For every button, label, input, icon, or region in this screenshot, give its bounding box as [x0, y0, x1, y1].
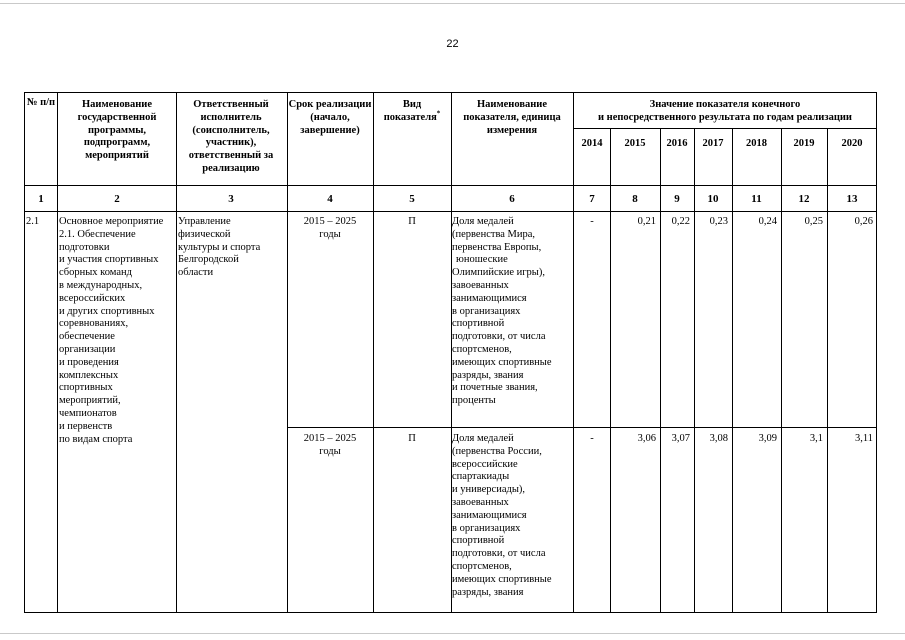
executor-name — [178, 216, 286, 280]
executor-line: культуры и спорта — [178, 241, 261, 253]
page-number: 22 — [446, 38, 459, 50]
indicator-2-value-2017: 3,08 — [709, 433, 728, 444]
executor-line: физической — [178, 228, 231, 240]
table-rule-col-3 — [287, 92, 288, 613]
column-number-9: 9 — [674, 193, 680, 205]
indicator-line: юношеские — [456, 254, 508, 266]
header-values-title-2: и непосредственного результата по годам реализации — [598, 112, 852, 123]
indicator-line: и универсиады), — [452, 484, 525, 496]
column-number-3: 3 — [228, 193, 234, 205]
executor-line: Белгородской — [178, 254, 239, 266]
event-line: соревнованиях, — [59, 318, 129, 330]
event-line: и первенств — [59, 420, 113, 432]
indicator-2-value-2019: 3,1 — [809, 433, 823, 444]
table-rule-col-8 — [660, 128, 661, 613]
header-year-2015: 2015 — [624, 138, 646, 149]
indicator-line: имеющих спортивные — [452, 356, 552, 368]
indicator-line: Доля медалей — [452, 216, 514, 227]
header-indicator-type — [374, 99, 450, 125]
header-year-2020: 2020 — [841, 138, 863, 149]
indicator-line: в организациях — [452, 522, 521, 534]
indicator-line: подготовки, от числа — [452, 331, 546, 343]
indicator-line: Олимпийские игры), — [452, 267, 545, 279]
table-rule-right — [876, 92, 877, 613]
column-number-6: 6 — [509, 193, 515, 205]
indicator-line: и почетные звания, — [452, 382, 538, 394]
event-line: Основное мероприятие — [59, 216, 164, 227]
term-line: годы — [319, 445, 341, 457]
event-line: чемпионатов — [59, 407, 117, 419]
table-rule-col-5 — [451, 92, 452, 613]
indicator-1-value-2016: 0,22 — [671, 216, 690, 227]
header-executor: Ответственный исполнитель (соисполнитель, участник), ответственный за реализацию — [188, 99, 274, 174]
indicator-line: в организациях — [452, 305, 521, 317]
column-number-7: 7 — [589, 193, 595, 205]
event-name — [59, 216, 177, 446]
indicator-1-term — [288, 216, 372, 242]
event-line: спортивных — [59, 382, 113, 394]
term-line: годы — [319, 228, 341, 240]
header-year-2014: 2014 — [581, 138, 603, 149]
column-number-8: 8 — [632, 193, 638, 205]
event-line: комплексных — [59, 369, 119, 381]
indicator-2-value-2020: 3,11 — [855, 433, 873, 444]
event-line: в международных, — [59, 279, 143, 291]
event-line: всероссийских — [59, 292, 126, 304]
indicator-1-value-2014: - — [590, 216, 594, 227]
event-line: обеспечение — [59, 331, 115, 343]
header-values-title-1: Значение показателя конечного — [649, 99, 801, 110]
indicator-line: завоеванных — [452, 279, 509, 291]
indicator-line: (первенства Мира, — [452, 228, 536, 240]
indicator-1-value-2015: 0,21 — [637, 216, 656, 227]
table-rule-indicator-split — [287, 427, 877, 428]
column-number-11: 11 — [751, 193, 762, 205]
indicator-1-type: П — [408, 216, 416, 227]
indicator-1-value-2018: 0,24 — [758, 216, 777, 227]
table-rule-col-9 — [694, 128, 695, 613]
event-line: и участия спортивных — [59, 254, 159, 266]
indicator-line: спортивной — [452, 535, 505, 547]
indicator-2-value-2016: 3,07 — [671, 433, 690, 444]
header-year-2018: 2018 — [746, 138, 767, 149]
indicator-line: спортсменов, — [452, 343, 512, 355]
indicator-1-name — [452, 216, 574, 408]
executor-line: Управление — [178, 216, 231, 227]
column-number-13: 13 — [846, 193, 858, 205]
indicator-line: проценты — [452, 395, 496, 407]
indicator-line: завоеванных — [452, 496, 509, 508]
event-line: организации — [59, 343, 116, 355]
event-line: сборных команд — [59, 267, 132, 279]
indicator-2-value-2015: 3,06 — [637, 433, 656, 444]
indicator-1-value-2019: 0,25 — [804, 216, 823, 227]
column-number-10: 10 — [707, 193, 719, 205]
table-rule-col-1 — [57, 92, 58, 613]
indicator-line: первенства Европы, — [452, 241, 542, 253]
indicator-line: спартакиады — [452, 471, 510, 483]
table-rule-col-12 — [827, 128, 828, 613]
indicator-line: спортивной — [452, 318, 505, 330]
header-indicator-name: Наименование показателя, единица измерения — [463, 99, 561, 136]
table-rule-col-11 — [781, 128, 782, 613]
table-rule-col-2 — [176, 92, 177, 613]
event-line: по видам спорта — [59, 433, 133, 445]
indicator-1-value-2020: 0,26 — [854, 216, 873, 227]
indicator-line: подготовки, от числа — [452, 548, 546, 560]
indicator-1-value-2017: 0,23 — [709, 216, 728, 227]
column-number-1: 1 — [38, 193, 44, 205]
table-rule-col-4 — [373, 92, 374, 613]
indicator-2-type: П — [408, 433, 416, 444]
column-number-4: 4 — [327, 193, 333, 205]
table-rule-left — [24, 92, 25, 613]
header-year-2016: 2016 — [666, 138, 688, 149]
indicator-line: разряды, звания — [452, 586, 524, 598]
indicator-line: имеющих спортивные — [452, 573, 552, 585]
event-line: и проведения — [59, 356, 119, 368]
event-line: и других спортивных — [59, 305, 155, 317]
indicator-2-name — [452, 433, 574, 599]
indicator-line: спортсменов, — [452, 560, 512, 572]
header-year-2019: 2019 — [793, 138, 815, 149]
scan-edge-bottom — [0, 633, 905, 634]
table-rule-col-6 — [573, 92, 574, 613]
event-line: мероприятий, — [59, 395, 121, 407]
event-line: подготовки — [59, 241, 110, 253]
indicator-line: разряды, звания — [452, 369, 524, 381]
footnote-mark: * — [436, 109, 441, 118]
header-indicator-type-label: Вид показателя — [383, 99, 437, 123]
column-number-5: 5 — [409, 193, 415, 205]
indicator-line: (первенства России, — [452, 445, 542, 457]
indicator-2-value-2018: 3,09 — [758, 433, 777, 444]
header-term: Срок реализации (начало, завершение) — [288, 99, 372, 136]
indicator-line: занимающимися — [452, 509, 527, 521]
table-rule-values-title — [574, 128, 877, 129]
header-number: № п/п — [26, 97, 56, 108]
table-rule-col-7 — [610, 128, 611, 613]
event-line: 2.1. Обеспечение — [59, 228, 136, 240]
header-program-name: Наименование государственной программы, подпрограмм, мероприятий — [77, 99, 157, 162]
indicator-line: Доля медалей — [452, 433, 514, 444]
indicator-2-value-2014: - — [590, 433, 594, 444]
column-number-2: 2 — [114, 193, 120, 205]
indicator-2-term — [288, 433, 372, 459]
row-number: 2.1 — [26, 216, 40, 227]
term-line: 2015 – 2025 — [303, 216, 357, 227]
term-line: 2015 – 2025 — [303, 433, 357, 444]
table-rule-col-10 — [732, 128, 733, 613]
header-year-2017: 2017 — [702, 138, 724, 149]
column-number-12: 12 — [798, 193, 810, 205]
indicator-line: всероссийские — [452, 458, 518, 470]
indicator-line: занимающимися — [452, 292, 527, 304]
executor-line: области — [178, 267, 214, 279]
